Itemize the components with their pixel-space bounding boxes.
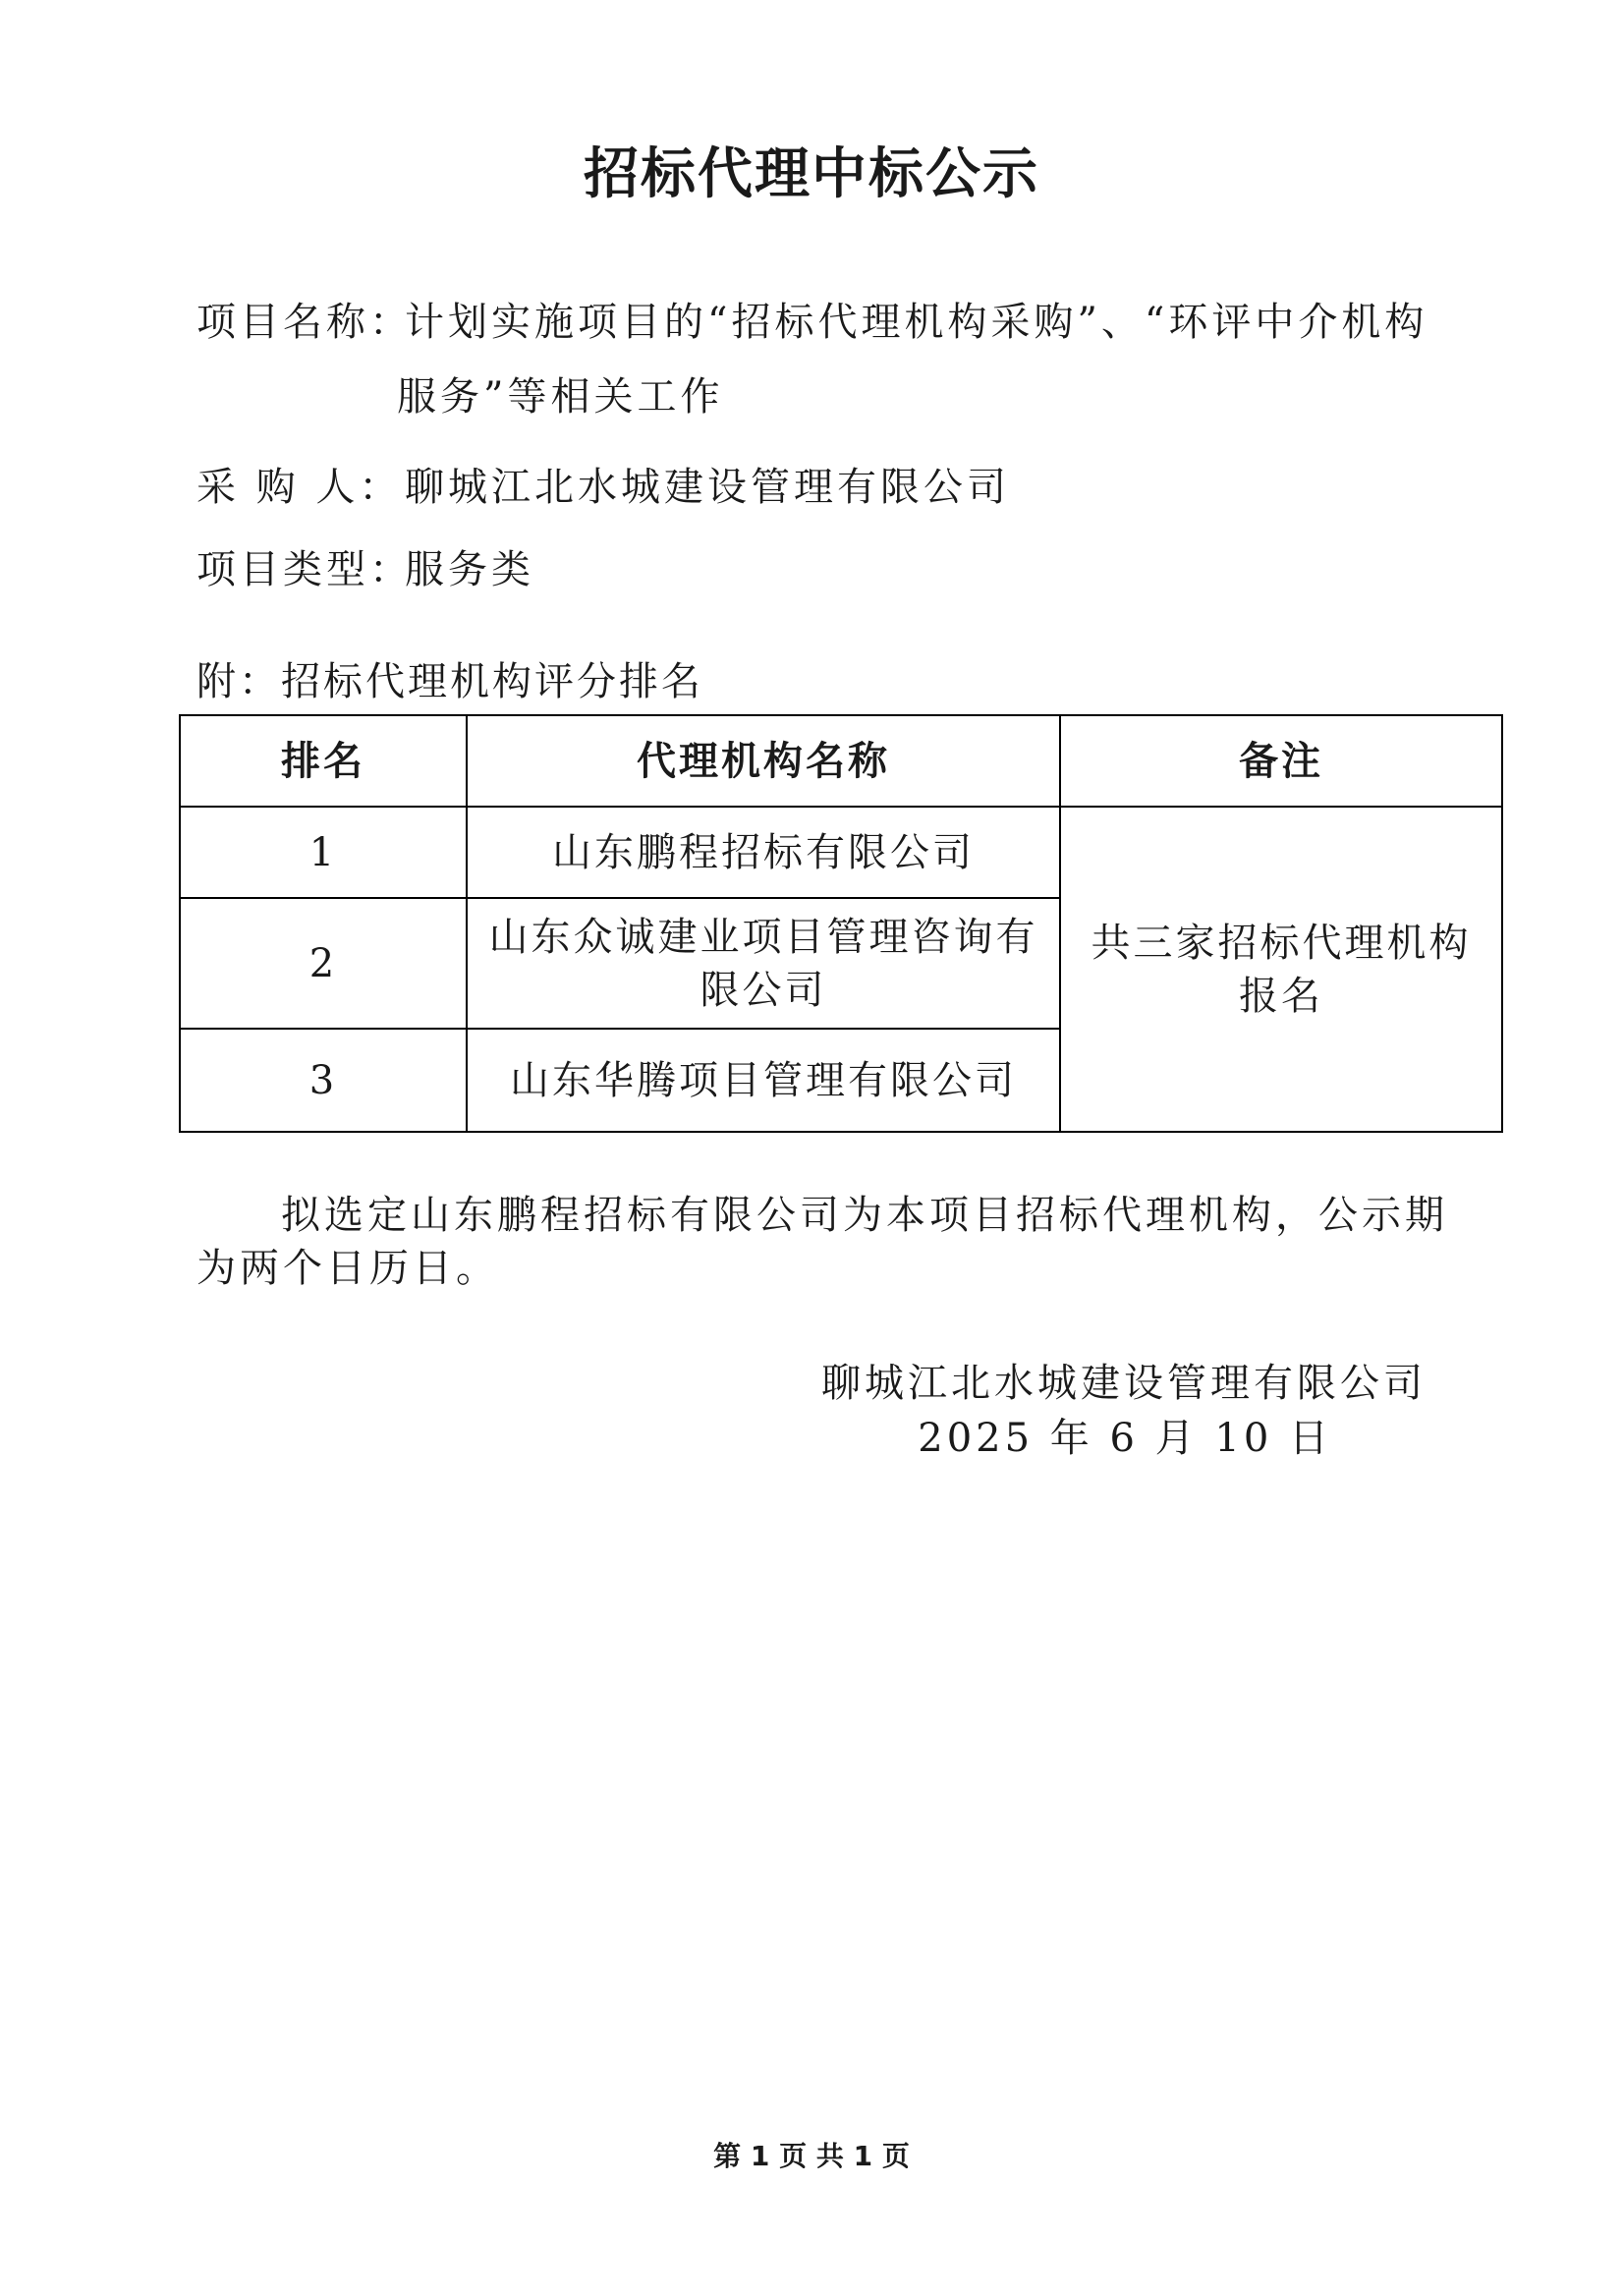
table-header-row — [180, 715, 1502, 807]
rank-cell: 3 — [180, 1029, 467, 1132]
project-name-field — [196, 295, 1428, 420]
rank-cell: 2 — [180, 898, 467, 1029]
purchaser-field — [196, 460, 1010, 515]
rank-cell: 1 — [180, 807, 467, 898]
table-row — [180, 807, 1502, 898]
header-rank: 排名 — [180, 715, 467, 807]
agency-name-cell: 山东华腾项目管理有限公司 — [467, 1029, 1060, 1132]
project-name-label: 项目名称： — [196, 300, 413, 345]
signature-company: 聊城江北水城建设管理有限公司 — [821, 1361, 1427, 1406]
ranking-table — [179, 714, 1503, 1133]
signature-date: 2025 年 6 月 10 日 — [918, 1416, 1332, 1461]
header-agency-name: 代理机构名称 — [467, 715, 1060, 807]
conclusion-paragraph — [196, 1189, 1474, 1295]
page-indicator: 第 1 页 共 1 页 — [713, 2140, 910, 2172]
agency-name-cell: 山东众诚建业项目管理咨询有限公司 — [467, 898, 1060, 1029]
page-title: 招标代理中标公示 — [584, 141, 1039, 206]
project-type-value: 服务类 — [405, 547, 534, 592]
purchaser-label: 采 购 人： — [196, 465, 403, 510]
agency-name-cell: 山东鹏程招标有限公司 — [467, 807, 1060, 898]
remark-cell: 共三家招标代理机构报名 — [1060, 807, 1502, 1132]
project-name-value-line2: 服务”等相关工作 — [397, 374, 724, 420]
conclusion-text: 拟选定山东鹏程招标有限公司为本项目招标代理机构，公示期为两个日历日。 — [196, 1193, 1448, 1291]
project-type-label: 项目类型： — [196, 547, 413, 592]
header-remark: 备注 — [1060, 715, 1502, 807]
project-name-value-line1: 计划实施项目的“招标代理机构采购”、“环评中介机构 — [405, 300, 1428, 345]
annex-title: 附：招标代理机构评分排名 — [196, 659, 703, 704]
purchaser-value: 聊城江北水城建设管理有限公司 — [405, 465, 1010, 510]
project-type-field — [196, 542, 534, 597]
